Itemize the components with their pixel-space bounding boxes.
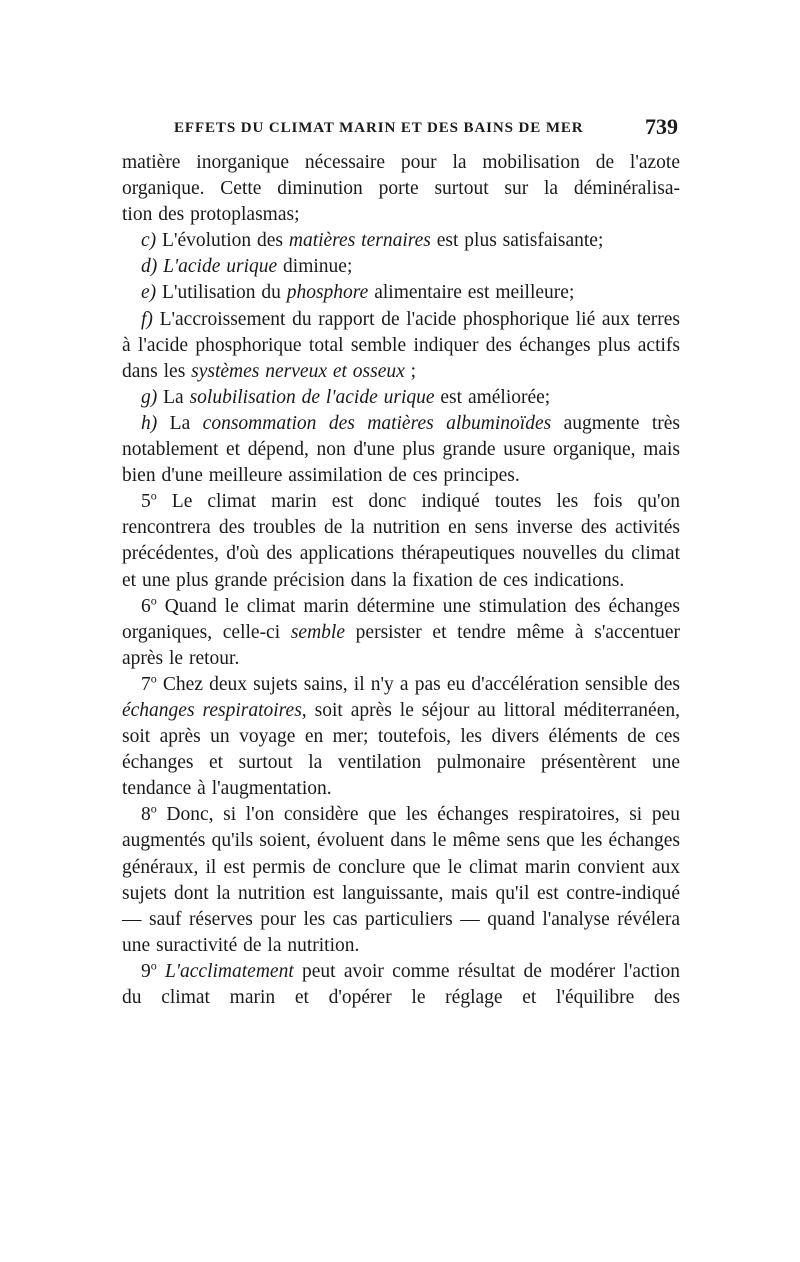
point-text: Donc, si l'on considère que les échanges respiratoires, si peu augmentés qu'ils soient, évoluent dans le même sens que les échanges généraux, il est permis de conclure que le climat marin convient aux sujets dont la nutrition est languissante, mais qu'il est contre-indiqué — sauf réserves pour les cas particuliers — quand l'analyse révélera une suractivité de la nutrition. <box>122 804 681 956</box>
item-label: e) <box>141 282 157 304</box>
point-text: Le climat marin est donc indiqué toutes les fois qu'on rencontrera des troubles de la nutrition en sens inverse des activités précédentes, d'où des applications thérapeutiques nouvelles du climat et une plus grande précision dans la fixation de ces indications. <box>122 491 681 591</box>
point-text: Chez deux sujets sains, il n'y a pas eu d'accélération sensible des <box>162 673 680 695</box>
line: matière inorganique nécessaire pour la mobilisation de l'azote <box>122 152 680 173</box>
item-label: f) <box>141 308 153 330</box>
item-e <box>122 280 680 306</box>
italic-term: systèmes nerveux et osseux <box>191 360 405 382</box>
point-8 <box>122 802 680 959</box>
point-text: peut avoir comme résultat de modérer l'action du climat marin et d'opérer le réglage et l'équilibre des <box>122 960 680 1008</box>
ordinal-mark: o <box>150 671 157 686</box>
point-6 <box>122 594 680 672</box>
point-7 <box>122 672 680 802</box>
paragraph-continued-end <box>122 202 680 228</box>
item-text: diminue; <box>283 256 353 278</box>
point-number: 6 <box>141 595 151 617</box>
item-label: g) <box>141 386 158 408</box>
point-number: 8 <box>141 804 151 826</box>
item-text: ; <box>410 360 417 382</box>
italic-term: phosphore <box>286 282 369 304</box>
italic-term: matières ternaires <box>288 230 431 252</box>
point-number: 7 <box>141 673 151 695</box>
point-text: Quand le climat marin détermine une stimulation des échanges organiques, celle-ci <box>122 595 680 643</box>
page-header <box>122 114 680 144</box>
item-f <box>122 307 680 385</box>
item-text: La <box>169 412 191 434</box>
italic-term: L'acide urique <box>163 256 278 278</box>
item-text: augmente très notablement et dépend, non d'une plus grande usure organique, mais bien d'une meilleure assimilation de ces principes. <box>122 412 680 487</box>
ordinal-mark: o <box>150 801 157 816</box>
point-9 <box>122 959 680 1011</box>
item-text: L'utilisation du <box>162 282 281 304</box>
italic-term: échanges respiratoires <box>122 699 302 721</box>
point-text: persister et tendre même à s'accentuer après le retour. <box>122 621 681 669</box>
point-5 <box>122 489 680 593</box>
item-text: L'accroissement du rapport de l'acide phosphorique lié aux terres à l'acide phosphorique total semble indiquer des échanges plus actifs dans les <box>122 308 681 382</box>
point-number: 5 <box>141 491 151 513</box>
ordinal-mark: o <box>150 488 157 503</box>
page-body <box>122 150 680 1011</box>
item-label: d) <box>141 256 158 278</box>
item-d <box>122 254 680 280</box>
italic-term: solubilisation de l'acide urique <box>189 386 435 408</box>
italic-term: semble <box>290 621 345 643</box>
item-label: h) <box>141 412 158 434</box>
italic-term: L'acclimatement <box>165 960 294 982</box>
item-text: est améliorée; <box>440 386 551 408</box>
item-text: est plus satisfaisante; <box>436 230 604 252</box>
page-number: 739 <box>645 114 678 139</box>
item-h <box>122 411 680 489</box>
italic-term: consommation des matières albuminoïdes <box>202 412 552 434</box>
item-label: c) <box>141 230 157 252</box>
point-number: 9 <box>141 960 151 982</box>
ordinal-mark: o <box>150 958 157 973</box>
item-g <box>122 385 680 411</box>
item-text: alimentaire est meilleure; <box>374 282 575 304</box>
paragraph-continued <box>122 150 680 202</box>
line: organique. Cette diminution porte surtout sur la déminéralisa- <box>122 178 680 200</box>
ordinal-mark: o <box>150 593 157 608</box>
item-text: La <box>163 386 184 408</box>
line: tion des protoplasmas; <box>122 204 300 226</box>
item-c <box>122 228 680 254</box>
running-title: EFFETS DU CLIMAT MARIN ET DES BAINS DE MER <box>174 120 584 136</box>
point-text: , soit après le séjour au littoral méditerranéen, soit après un voyage en mer; toutefois, les divers éléments de ces échanges et surtout la ventilation pulmonaire présentèrent une tendance à l'augmentation. <box>122 699 680 800</box>
item-text: L'évolution des <box>162 230 283 252</box>
